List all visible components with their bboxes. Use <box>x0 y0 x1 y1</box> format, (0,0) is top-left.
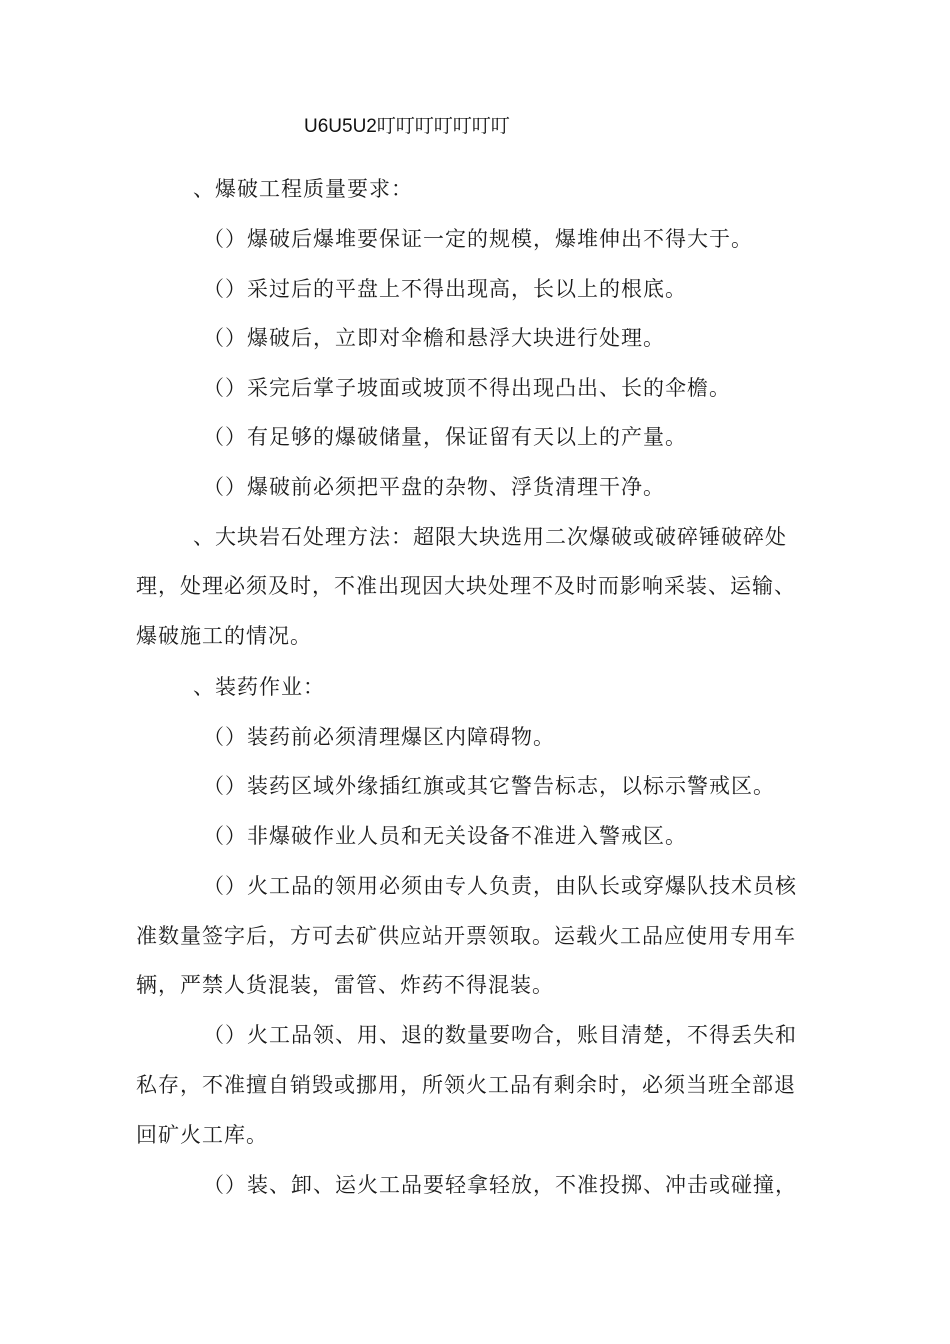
list-item: （）装药前必须清理爆区内障碍物。 <box>203 725 555 749</box>
paragraph-line: （）火工品的领用必须由专人负责，由队长或穿爆队技术员核 <box>203 874 797 898</box>
section-heading-charging: 、装药作业： <box>193 675 325 699</box>
list-item: （）爆破前必须把平盘的杂物、浮货清理干净。 <box>203 475 665 499</box>
list-item: （）非爆破作业人员和无关设备不准进入警戒区。 <box>203 824 687 848</box>
list-item: （）采过后的平盘上不得出现高，长以上的根底。 <box>203 277 687 301</box>
paragraph-line: 、大块岩石处理方法：超限大块选用二次爆破或破碎锤破碎处 <box>193 525 787 549</box>
paragraph-line: 理，处理必须及时，不准出现因大块处理不及时而影响采装、运输、 <box>136 574 796 598</box>
paragraph-line: 准数量签字后，方可去矿供应站开票领取。运载火工品应使用专用车 <box>136 924 796 948</box>
paragraph-line: （）装、卸、运火工品要轻拿轻放，不准投掷、冲击或碰撞， <box>203 1173 797 1197</box>
list-item: （）爆破后爆堆要保证一定的规模，爆堆伸出不得大于。 <box>203 227 753 251</box>
list-item: （）爆破后，立即对伞檐和悬浮大块进行处理。 <box>203 326 665 350</box>
paragraph-line: （）火工品领、用、退的数量要吻合，账目清楚，不得丢失和 <box>203 1023 797 1047</box>
list-item: （）有足够的爆破储量，保证留有天以上的产量。 <box>203 425 687 449</box>
paragraph-line: 私存，不准擅自销毁或挪用，所领火工品有剩余时，必须当班全部退 <box>136 1073 796 1097</box>
paragraph-line: 回矿火工库。 <box>136 1123 268 1147</box>
page-header: U6U5U2叮叮叮叮叮叮叮 <box>304 116 510 137</box>
paragraph-line: 爆破施工的情况。 <box>136 624 312 648</box>
list-item: （）装药区域外缘插红旗或其它警告标志，以标示警戒区。 <box>203 774 775 798</box>
section-heading-blasting-quality: 、爆破工程质量要求： <box>193 177 413 201</box>
paragraph-line: 辆，严禁人货混装，雷管、炸药不得混装。 <box>136 973 554 997</box>
list-item: （）采完后掌子坡面或坡顶不得出现凸出、长的伞檐。 <box>203 376 731 400</box>
